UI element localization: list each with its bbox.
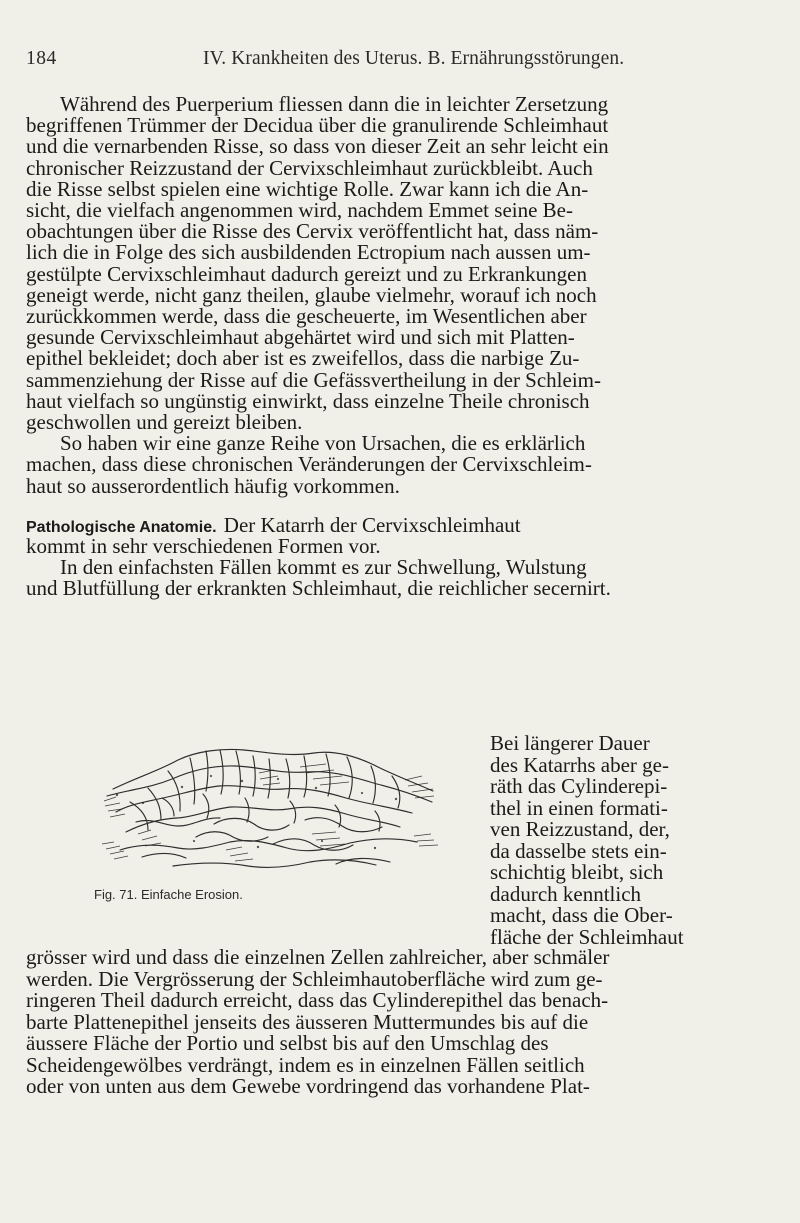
text-line: äussere Fläche der Portio und selbst bis auf den Umschlag des	[26, 1031, 549, 1055]
text-line: sammenziehung der Risse auf die Gefässvertheilung in der Schleim-	[26, 367, 601, 392]
text-line: So haben wir eine ganze Reihe von Ursachen, die es erklärlich	[60, 431, 586, 456]
text-line: lich die in Folge des sich ausbildenden Ectropium nach aussen um-	[26, 240, 591, 265]
text-line: epithel bekleidet; doch aber ist es zweifellos, dass die narbige Zu-	[26, 346, 580, 371]
text-line: machen, dass diese chronischen Veränderungen der Cervixschleim-	[26, 452, 592, 477]
text-line: schichtig bleibt, sich	[490, 860, 664, 884]
text-line: sicht, die vielfach angenommen wird, nachdem Emmet seine Be-	[26, 198, 573, 222]
page-number: 184	[26, 48, 57, 69]
figure-caption: Fig. 71. Einfache Erosion.	[94, 887, 243, 902]
section-heading: Pathologische Anatomie.	[26, 518, 217, 536]
text-line: macht, dass die Ober-	[490, 903, 673, 927]
text-line: werden. Die Vergrösserung der Schleimhautoberfläche wird zum ge-	[26, 966, 603, 991]
text-line: ven Reizzustand, der,	[490, 817, 670, 841]
text-line: und Blutfüllung der erkrankten Schleimhaut, die reichlicher secernirt.	[26, 576, 611, 601]
text-line: geschwollen und gereizt bleiben.	[26, 410, 303, 434]
section-heading-line	[26, 512, 756, 537]
text-line: In den einfachsten Fällen kommt es zur Schwellung, Wulstung	[60, 555, 587, 580]
text-line: des Katarrhs aber ge-	[490, 752, 669, 777]
text-line: obachtungen über die Risse des Cervix veröffentlicht hat, dass näm-	[26, 219, 599, 244]
text-line: oder von unten aus dem Gewebe vordringend das vorhandene Plat-	[26, 1074, 590, 1098]
text-line: geneigt werde, nicht ganz theilen, glaube vielmehr, worauf ich noch	[26, 282, 597, 307]
text-line: haut vielfach so ungünstig einwirkt, dass einzelne Theile chronisch	[26, 388, 590, 413]
erosion-illustration	[90, 746, 450, 878]
text-line: gesunde Cervixschleimhaut abgehärtet wird und sich mit Platten-	[26, 325, 575, 350]
text-line: zurückkommen werde, dass die gescheuerte, im Wesentlichen aber	[26, 304, 587, 328]
text-line: dadurch kenntlich	[490, 881, 642, 906]
text-line: chronischer Reizzustand der Cervixschleimhaut zurückbleibt. Auch	[26, 155, 593, 180]
text-line: da dasselbe stets ein-	[490, 838, 667, 863]
text-line: Bei längerer Dauer	[490, 731, 650, 755]
erosion-figure	[90, 746, 450, 878]
text-line: thel in einen formati-	[490, 795, 668, 820]
text-line: fläche der Schleimhaut	[490, 924, 684, 949]
text-line: gestülpte Cervixschleimhaut dadurch gereizt und zu Erkrankungen	[26, 261, 587, 286]
running-head: IV. Krankheiten des Uterus. B. Ernährungsstörungen.	[203, 48, 625, 69]
text-line: ringeren Theil dadurch erreicht, dass das Cylinderepithel das benach-	[26, 988, 609, 1012]
text-line: kommt in sehr verschiedenen Formen vor.	[26, 534, 381, 558]
text-line: räth das Cylinderepi-	[490, 774, 668, 798]
text-line: die Risse selbst spielen eine wichtige Rolle. Zwar kann ich die An-	[26, 176, 589, 201]
text-line: grösser wird und dass die einzelnen Zellen zahlreicher, aber schmäler	[26, 945, 610, 969]
text-line: und die vernarbenden Risse, so dass von dieser Zeit an sehr leicht ein	[26, 134, 609, 159]
text-line: barte Plattenepithel jenseits des äusseren Muttermundes bis auf die	[26, 1009, 589, 1034]
section-text: Der Katarrh der Cervixschleimhaut	[218, 512, 521, 537]
text-line: Während des Puerperium fliessen dann die in leichter Zersetzung	[60, 92, 609, 116]
text-line: haut so ausserordentlich häufig vorkommen.	[26, 473, 400, 498]
text-line: begriffenen Trümmer der Decidua über die granulirende Schleimhaut	[26, 113, 609, 138]
text-line: Scheidengewölbes verdrängt, indem es in einzelnen Fällen seitlich	[26, 1052, 585, 1077]
